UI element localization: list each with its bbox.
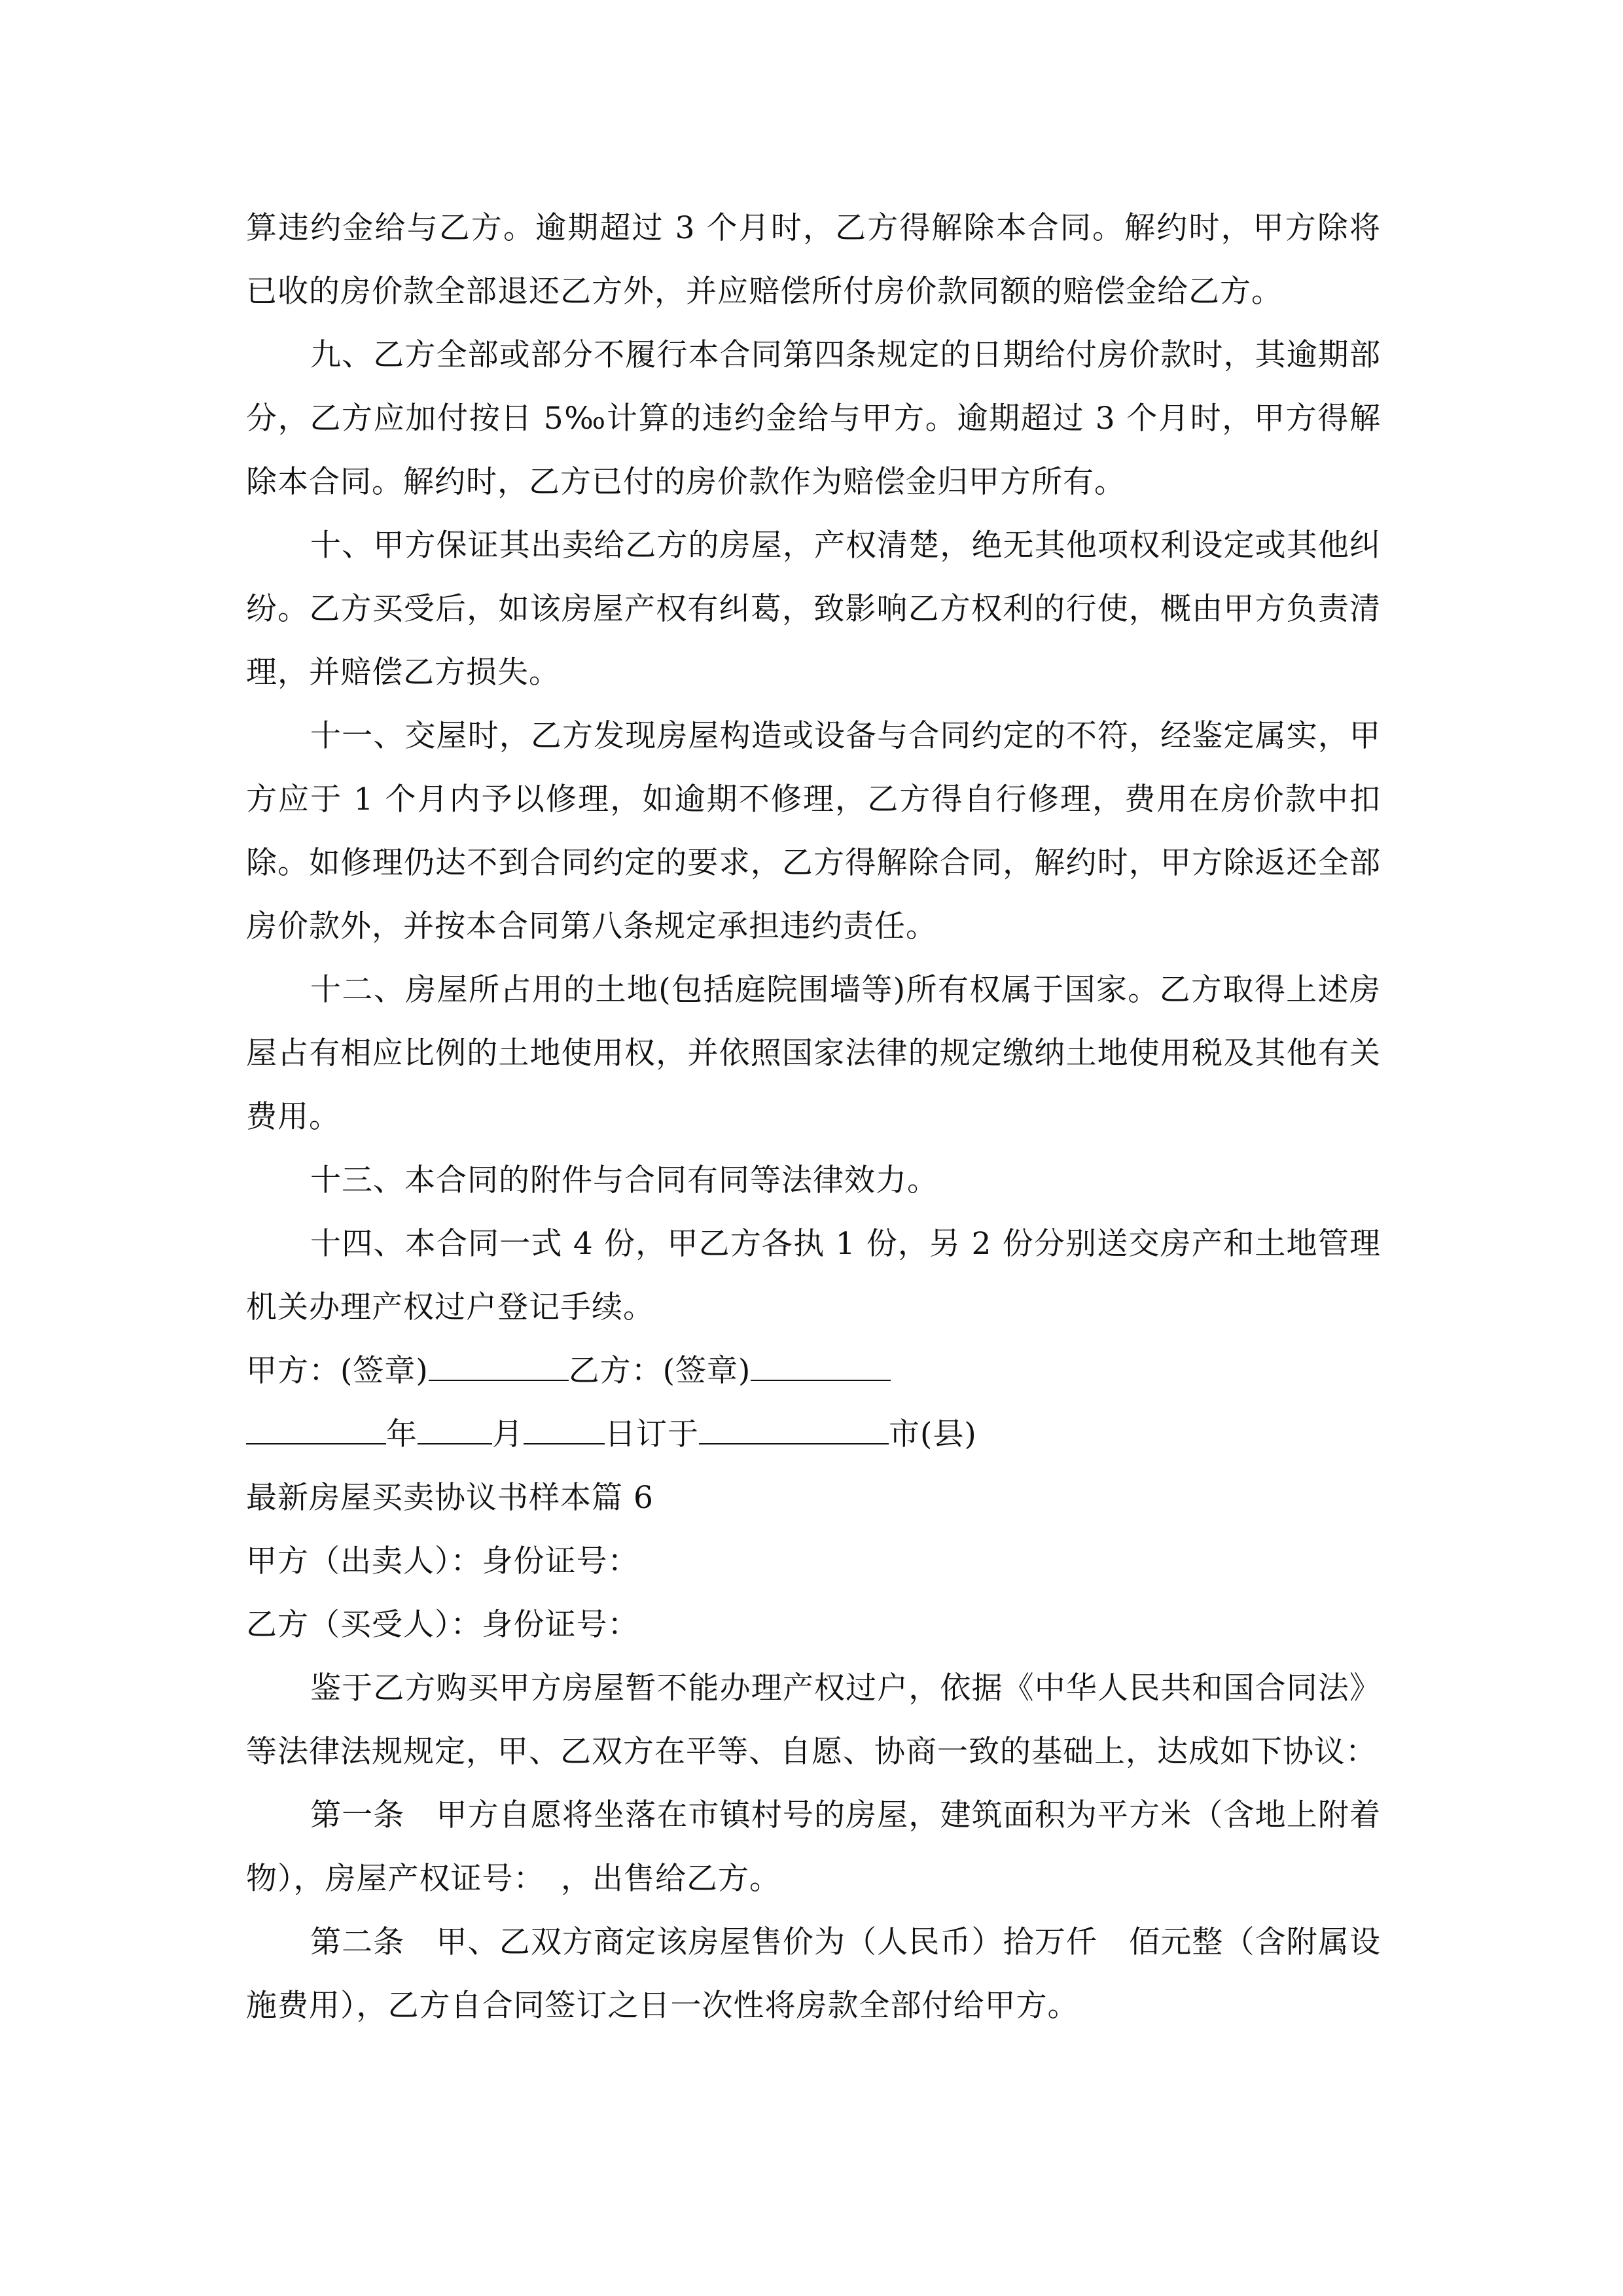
month-blank bbox=[418, 1414, 492, 1444]
city-label: 市(县) bbox=[889, 1416, 977, 1452]
buyer-id-line: 乙方（买受人）：身份证号： bbox=[246, 1607, 639, 1643]
seller-id-line: 甲方（出卖人）：身份证号： bbox=[246, 1543, 639, 1579]
paragraph-clause-11: 十一、交屋时，乙方发现房屋构造或设备与合同约定的不符，经鉴定属实，甲方应于 1 个月内予以修理，如逾期不修理，乙方得自行修理，费用在房价款中扣除。如修理仍达不到合同约定的要求，乙方得解除合同，解约时，甲方除返还全部房价款外，并按本合同第八条规定承担违约责任。 bbox=[246, 718, 1381, 944]
paragraph-clause-12: 十二、房屋所占用的土地(包括庭院围墙等)所有权属于国家。乙方取得上述房屋占有相应比例的土地使用权，并依照国家法律的规定缴纳土地使用税及其他有关费用。 bbox=[246, 972, 1381, 1135]
date-line bbox=[246, 1403, 1381, 1466]
party-b-signature-label: 乙方：(签章) bbox=[568, 1353, 751, 1389]
city-blank bbox=[699, 1414, 889, 1444]
signature-line bbox=[246, 1339, 1381, 1403]
paragraph-preamble: 鉴于乙方购买甲方房屋暂不能办理产权过户，依据《中华人民共和国合同法》等法律法规规定，甲、乙双方在平等、自愿、协商一致的基础上，达成如下协议： bbox=[246, 1670, 1381, 1770]
day-blank bbox=[524, 1414, 605, 1444]
document-body bbox=[246, 196, 1381, 2037]
paragraph-clause-13: 十三、本合同的附件与合同有同等法律效力。 bbox=[310, 1162, 938, 1198]
year-blank bbox=[246, 1414, 386, 1444]
paragraph-clause-10: 十、甲方保证其出卖给乙方的房屋，产权清楚，绝无其他项权利设定或其他纠纷。乙方买受后，如该房屋产权有纠葛，致影响乙方权利的行使，概由甲方负责清理，并赔偿乙方损失。 bbox=[246, 528, 1381, 691]
day-signed-at-label: 日订于 bbox=[605, 1416, 699, 1452]
party-a-signature-blank bbox=[429, 1351, 569, 1381]
paragraph-article-1: 第一条 甲方自愿将坐落在市镇村号的房屋，建筑面积为平方米（含地上附着物），房屋产权证号： ，出售给乙方。 bbox=[246, 1797, 1381, 1897]
paragraph-penalty-seller-continued: 算违约金给与乙方。逾期超过 3 个月时，乙方得解除本合同。解约时，甲方除将已收的房价款全部退还乙方外，并应赔偿所付房价款同额的赔偿金给乙方。 bbox=[246, 210, 1381, 310]
year-label: 年 bbox=[386, 1416, 418, 1452]
paragraph-clause-9: 九、乙方全部或部分不履行本合同第四条规定的日期给付房价款时，其逾期部分，乙方应加付按日 5‰计算的违约金给与甲方。逾期超过 3 个月时，甲方得解除本合同。解约时，乙方已付的房价款作为赔偿金归甲方所有。 bbox=[246, 337, 1381, 500]
section-title: 最新房屋买卖协议书样本篇 6 bbox=[246, 1480, 654, 1516]
month-label: 月 bbox=[492, 1416, 524, 1452]
paragraph-article-2: 第二条 甲、乙双方商定该房屋售价为（人民币）拾万仟 佰元整（含附属设施费用），乙方自合同签订之日一次性将房款全部付给甲方。 bbox=[246, 1924, 1381, 2024]
paragraph-clause-14: 十四、本合同一式 4 份，甲乙方各执 1 份，另 2 份分别送交房产和土地管理机关办理产权过户登记手续。 bbox=[246, 1226, 1381, 1325]
party-b-signature-blank bbox=[751, 1351, 891, 1381]
party-a-signature-label: 甲方：(签章) bbox=[246, 1353, 429, 1389]
